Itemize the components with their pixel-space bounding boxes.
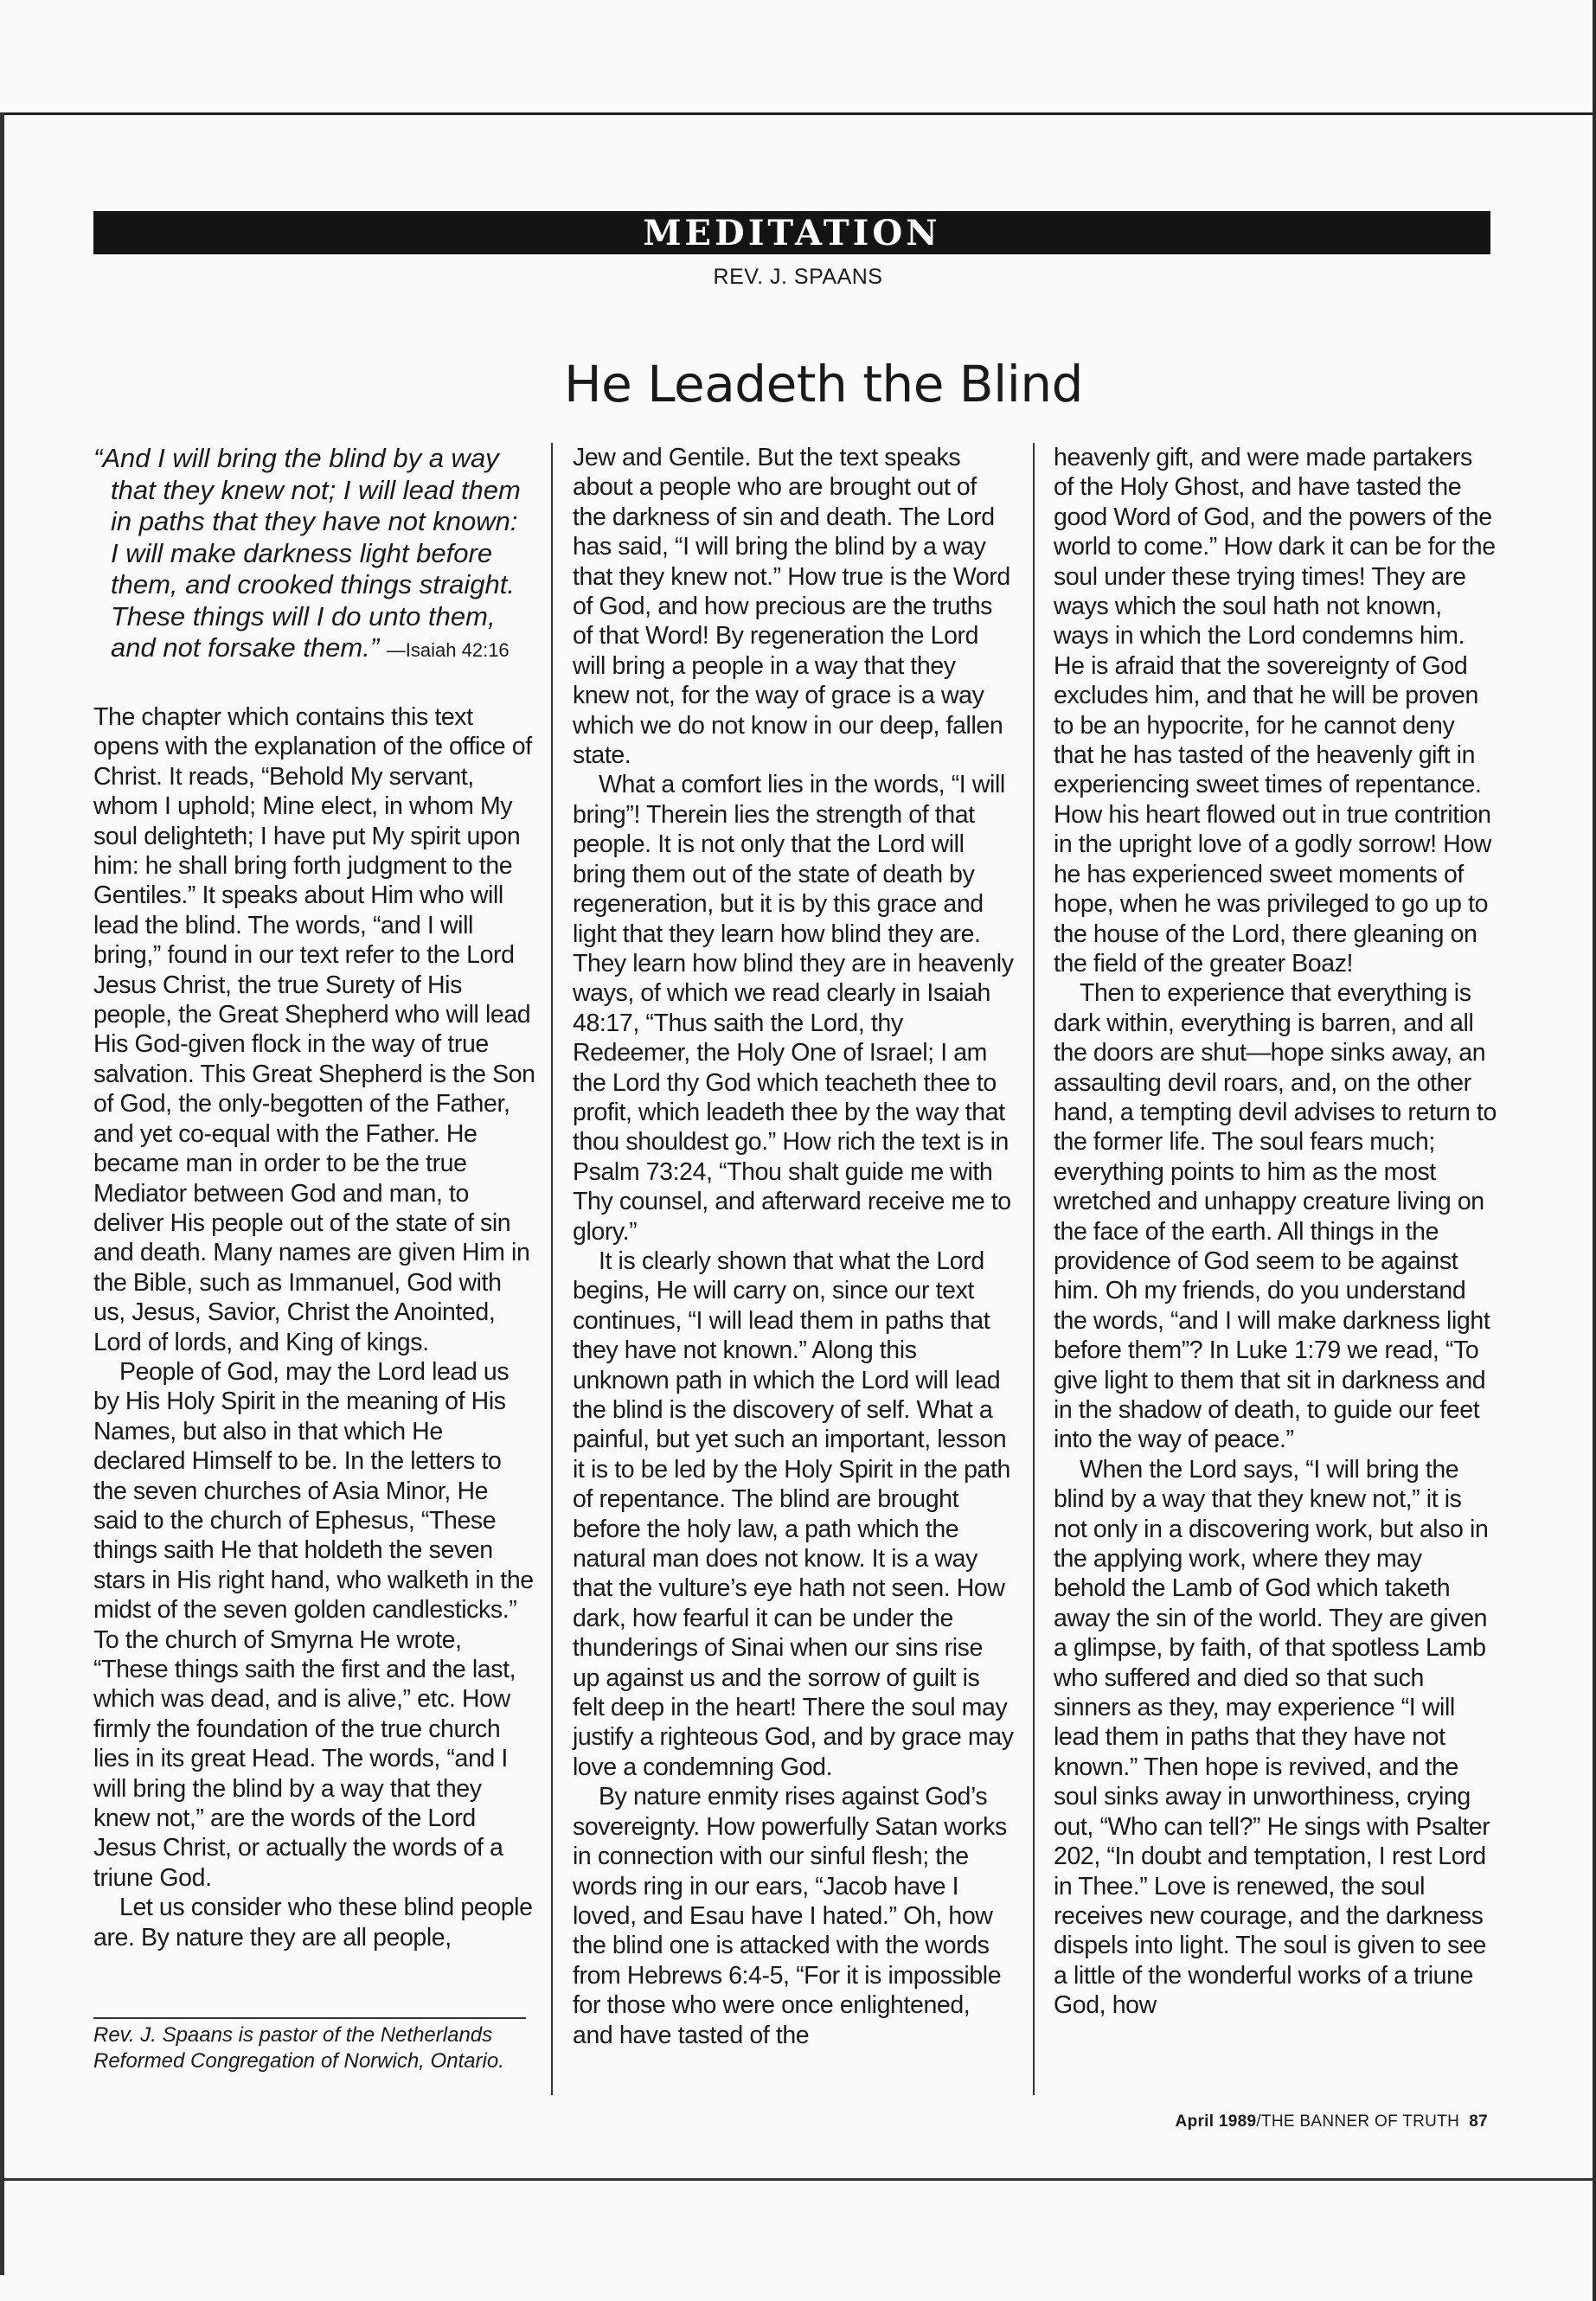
publication-name: /THE BANNER OF TRUTH bbox=[1256, 2112, 1460, 2131]
paragraph: By nature enmity rises against God’s sovereignty. How powerfully Satan works in connection with our sinful flesh; the words ring in our ears, “Jacob have I loved, and Esau have I hated.” Oh, how the blind one is attacked with the words from Hebrews 6:4-5, “For it is impossible for those who were once enlightened, and have tasted of the bbox=[573, 1783, 1007, 2049]
paragraph: Jew and Gentile. But the text speaks about a people who are brought out of the darkness of sin and death. The Lord has said, “I will bring the blind by a way that they knew not.” How true is the Word of God, and how precious are the truths of that Word! By regeneration the Lord will bring a people in a way that they knew not, for the way of grace is a way which we do not know in our deep, fallen state. bbox=[573, 444, 1010, 770]
section-banner bbox=[93, 211, 1490, 254]
issue-date: April 1989 bbox=[1175, 2112, 1257, 2131]
paragraph: The chapter which contains this text opens with the explanation of the office of Christ. It reads, “Behold My servant, whom I uphold; Mine elect, in whom My soul delighteth; I have put My spirit upon him: he shall bring forth judgment to the Gentiles.” It speaks about Him who will lead the blind. The words, “and I will bring,” found in our text refer to the Lord Jesus Christ, the true Surety of His people, the Great Shepherd who will lead His God-given flock in the way of true salvation. This Great Shepherd is the Son of God, the only-begotten of the Father, and yet co-equal with the Father. He became man in order to be the true Mediator between God and man, to deliver His people out of the state of sin and death. Many names are given Him in the Bible, such as Immanuel, God with us, Jesus, Savior, Christ the Anointed, Lord of lords, and King of kings. bbox=[93, 703, 535, 1356]
scripture-quote bbox=[93, 443, 552, 667]
text-column-2 bbox=[573, 443, 1016, 2050]
scan-border-bottom bbox=[0, 2178, 1596, 2181]
byline: REV. J. SPAANS bbox=[713, 265, 883, 289]
section-label: MEDITATION bbox=[643, 212, 941, 253]
author-note: Rev. J. Spaans is pastor of the Netherlands Reformed Congregation of Norwich, Ontario. bbox=[93, 2023, 504, 2073]
paragraph: It is clearly shown that what the Lord begins, He will carry on, since our text continues, “I will lead them in paths that they have not known.” Along this unknown path in which the Lord will lead the blind is the discovery of self. What a painful, but yet such an important, lesson it is to be led by the Holy Spirit in the path of repentance. The blind are brought before the holy law, a path which the natural man does not know. It is a way that the vulture’s eye hath not seen. How dark, how fearful it can be under the thunderings of Sinai when our sins rise up against us and the sorrow of guilt is felt deep in the heart! There the soul may justify a righteous God, and by grace may love a condemning God. bbox=[573, 1247, 1014, 1781]
scan-border-top bbox=[0, 112, 1596, 115]
page-footer bbox=[1038, 2112, 1488, 2131]
paragraph: Let us consider who these blind people are. By nature they are all people, bbox=[93, 1894, 533, 1952]
verse-line: them, and crooked things straight. bbox=[111, 569, 515, 599]
column-divider bbox=[551, 443, 553, 2095]
footnote-divider bbox=[93, 2017, 526, 2019]
verse-line: These things will I do unto them, bbox=[111, 600, 496, 631]
verse-line: that they knew not; I will lead them bbox=[111, 474, 521, 505]
verse-reference: —Isaiah 42:16 bbox=[386, 639, 510, 661]
page-number: 87 bbox=[1469, 2112, 1488, 2131]
article-title: He Leadeth the Blind bbox=[564, 355, 1083, 413]
verse-line-last bbox=[93, 632, 552, 667]
scan-border-left bbox=[0, 112, 4, 2275]
paragraph: heavenly gift, and were made partakers of the Holy Ghost, and have tasted the good Word of God, and the powers of the world to come.” How dark it can be for the soul under these trying times! They are ways which the soul hath not known, ways in which the Lord condemns him. He is afraid that the sovereignty of God excludes him, and that he will be proven to be an hypocrite, for he cannot deny that he has tasted of the heavenly gift in experiencing sweet times of repentance. How his heart flowed out in true contrition in the upright love of a godly sorrow! How he has experienced sweet moments of hope, when he was privileged to go up to the house of the Lord, there gleaning on the field of the greater Boaz! bbox=[1054, 444, 1496, 977]
paragraph: Then to experience that everything is dark within, everything is barren, and all the doors are shut—hope sinks away, an assaulting devil roars, and, on the other hand, a tempting devil advises to return to the former life. The soul fears much; everything points to him as the most wretched and unhappy creature living on the face of the earth. All things in the providence of God seem to be against him. Oh my friends, do you understand the words, “and I will make darkness light before them”? In Luke 1:79 we read, “To give light to them that sit in darkness and in the shadow of death, to guide our feet into the way of peace.” bbox=[1054, 979, 1497, 1454]
paragraph: People of God, may the Lord lead us by His Holy Spirit in the meaning of His Names, but also in that which He declared Himself to be. In the letters to the seven churches of Asia Minor, He said to the church of Ephesus, “These things saith He that holdeth the seven stars in His right hand, who walketh in the midst of the seven golden candlesticks.” To the church of Smyrna He wrote, “These things saith the first and the last, which was dead, and is alive,” etc. How firmly the foundation of the true church lies in its great Head. The words, “and I will bring the blind by a way that they knew not,” are the words of the Lord Jesus Christ, or actually the words of a triune God. bbox=[93, 1357, 534, 1892]
verse-line: “And I will bring the blind by a way bbox=[93, 443, 499, 473]
paragraph: When the Lord says, “I will bring the blind by a way that they knew not,” it is not only in a discovering work, but also in the applying work, where they may behold the Lamb of God which taketh away the sin of the world. They are given a glimpse, by faith, of that spotless Lamb who suffered and died so that such sinners as they, may experience “I will lead them in paths that they have not known.” Then hope is revived, and the soul sinks away in unworthiness, crying out, “Who can tell?” He sings with Psalter 202, “In doubt and temptation, I rest Lord in Thee.” Love is renewed, the soul receives new courage, and the darkness dispels into light. The soul is given to see a little of the wonderful works of a triune God, how bbox=[1054, 1455, 1490, 2020]
verse-line: in paths that they have not known: bbox=[111, 506, 518, 536]
text-column-3 bbox=[1054, 443, 1497, 2021]
text-column-1 bbox=[93, 702, 536, 1952]
verse-line: and not forsake them.” bbox=[111, 632, 380, 663]
verse-line: I will make darkness light before bbox=[111, 537, 493, 568]
scan-border-right bbox=[1593, 0, 1596, 2301]
paragraph: What a comfort lies in the words, “I will bring”! Therein lies the strength of that people. It is not only that the Lord will bring them out of the state of death by regeneration, but it is by this grace and light that they learn how blind they are. They learn how blind they are in heavenly ways, of which we read clearly in Isaiah 48:17, “Thus saith the Lord, thy Redeemer, the Holy One of Israel; I am the Lord thy God which teacheth thee to profit, which leadeth thee by the way that thou shouldest go.” How rich the text is in Psalm 73:24, “Thou shalt guide me with Thy counsel, and afterward receive me to glory.” bbox=[573, 771, 1014, 1246]
column-divider bbox=[1033, 443, 1035, 2095]
